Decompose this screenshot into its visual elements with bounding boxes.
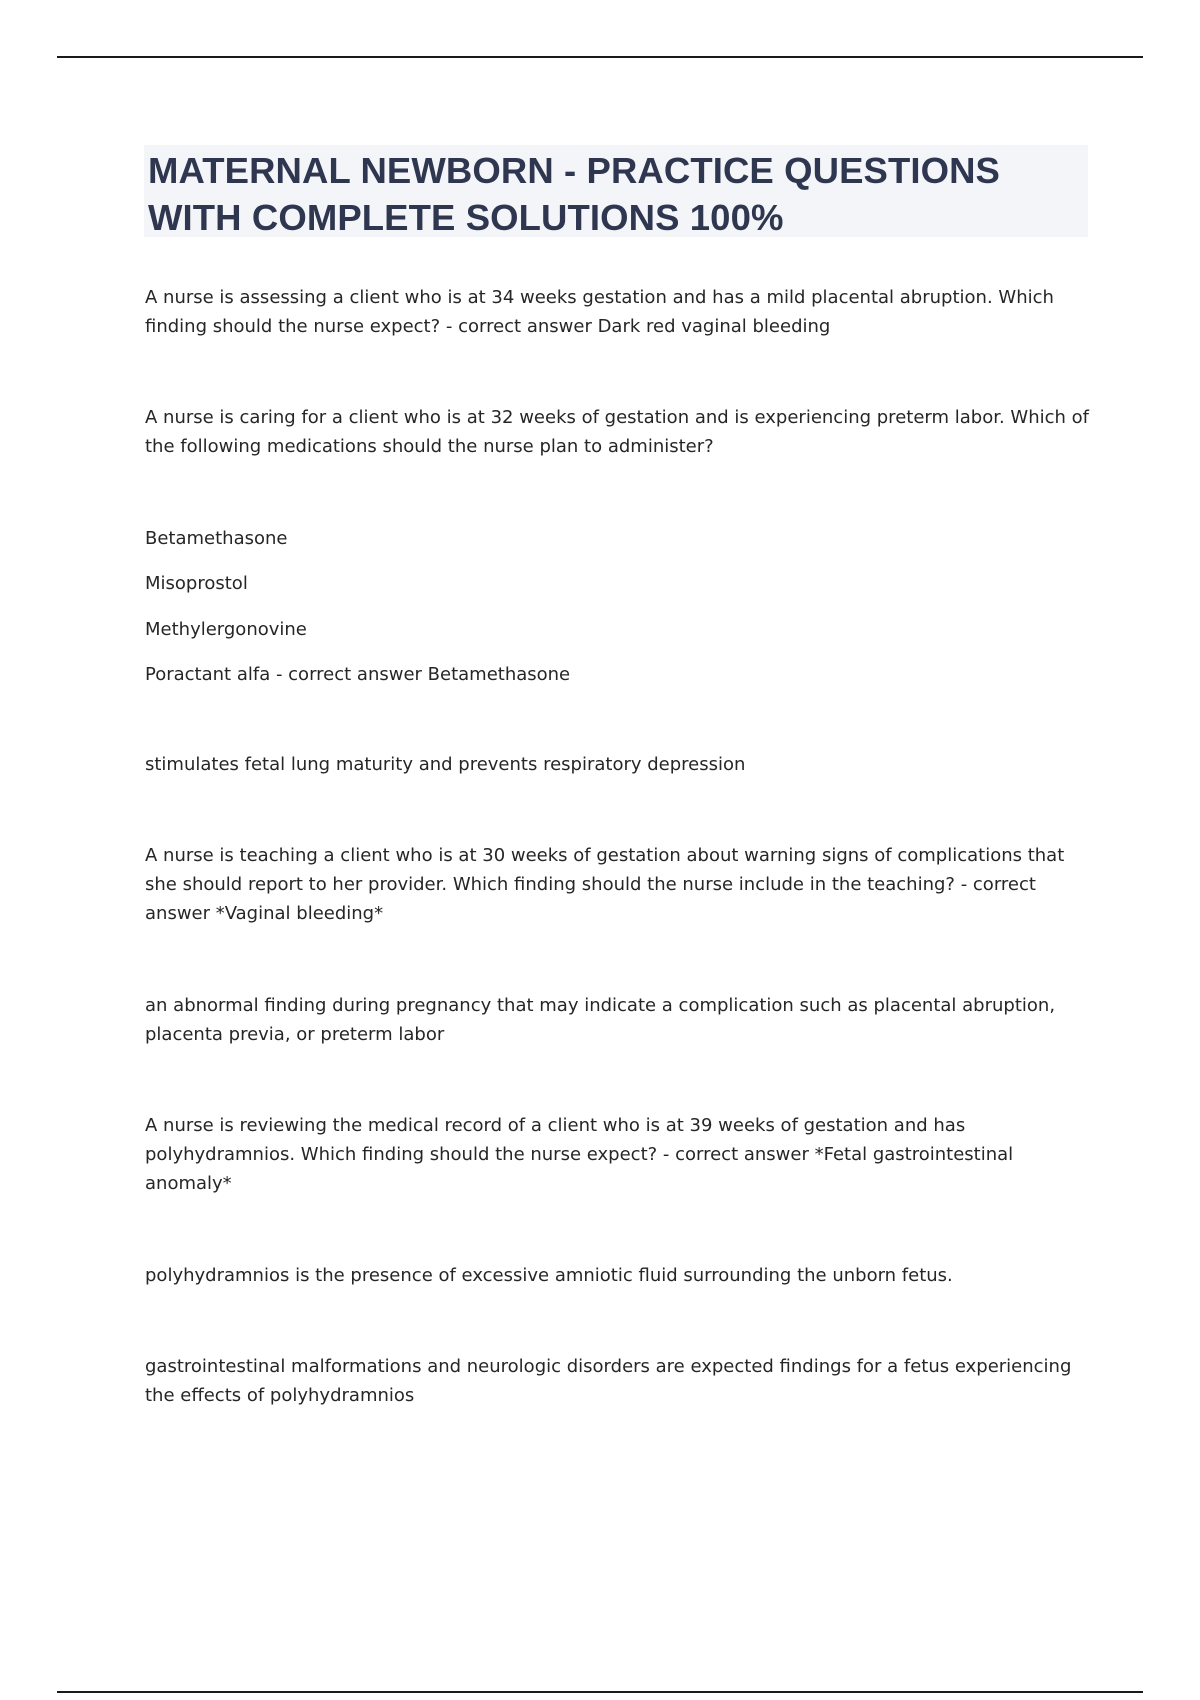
document-title: MATERNAL NEWBORN - PRACTICE QUESTIONS WITH COMPLETE SOLUTIONS 100% xyxy=(148,150,1000,238)
option-poractant-alfa-answer: Poractant alfa - correct answer Betamethasone xyxy=(145,664,571,685)
bottom-rule xyxy=(57,1691,1143,1693)
rationale-4a: polyhydramnios is the presence of excessive amniotic fluid surrounding the unborn fetus. xyxy=(145,1265,953,1286)
option-methylergonovine: Methylergonovine xyxy=(145,619,307,640)
title-banner xyxy=(144,145,1088,237)
rationale-2: stimulates fetal lung maturity and prevents respiratory depression xyxy=(145,754,746,775)
top-rule xyxy=(57,56,1143,58)
rationale-3: an abnormal finding during pregnancy that may indicate a complication such as placental abruption, placenta previa, or preterm labor xyxy=(145,995,1056,1045)
option-betamethasone: Betamethasone xyxy=(145,528,288,549)
question-2: A nurse is caring for a client who is at 32 weeks of gestation and is experiencing preterm labor. Which of the following medications should the nurse plan to administer? xyxy=(145,407,1089,457)
question-3: A nurse is teaching a client who is at 30 weeks of gestation about warning signs of complications that she should report to her provider. Which finding should the nurse include in the teaching? - correct answer *Vaginal bleeding* xyxy=(145,845,1065,924)
option-misoprostol: Misoprostol xyxy=(145,573,248,594)
rationale-4b: gastrointestinal malformations and neurologic disorders are expected findings for a fetus experiencing the effects of polyhydramnios xyxy=(145,1356,1072,1406)
question-4: A nurse is reviewing the medical record of a client who is at 39 weeks of gestation and has polyhydramnios. Which finding should the nurse expect? - correct answer *Fetal gastrointestinal anomaly* xyxy=(145,1115,1014,1194)
question-1: A nurse is assessing a client who is at 34 weeks gestation and has a mild placental abruption. Which finding should the nurse expect? - correct answer Dark red vaginal bleeding xyxy=(145,287,1054,337)
